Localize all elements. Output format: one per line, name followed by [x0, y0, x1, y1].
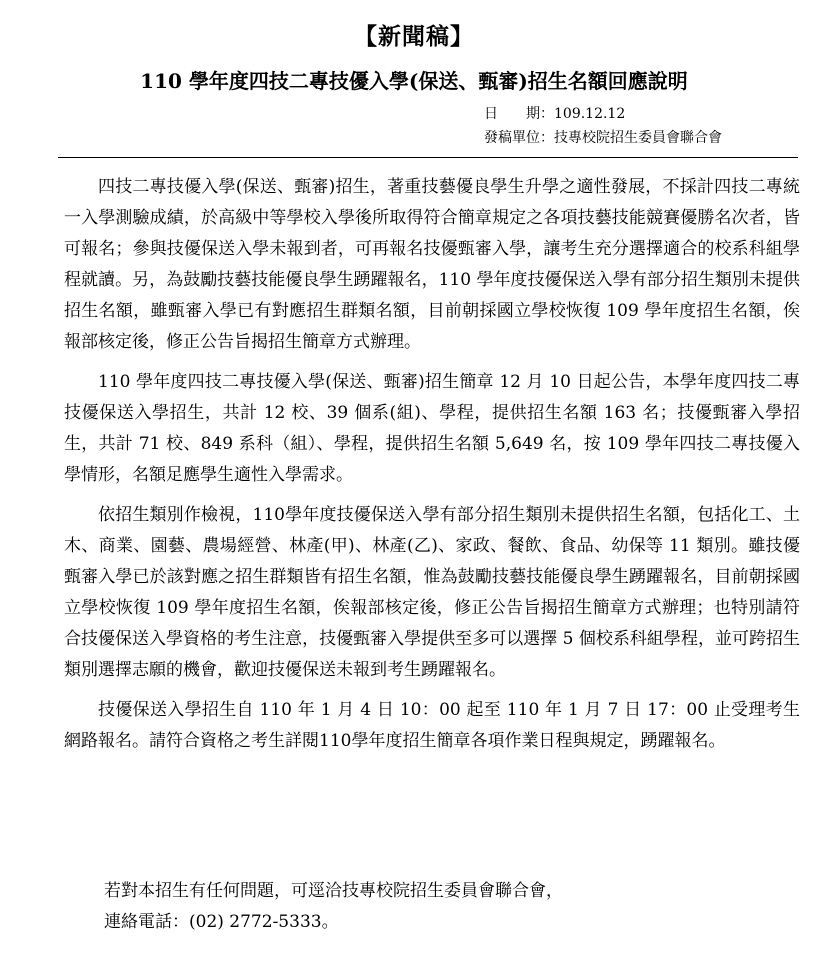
paragraph-overview: 四技二專技優入學(保送、甄審)招生，著重技藝優良學生升學之適性發展，不採計四技二專統一入學測驗成績，於高級中等學校入學後所取得符合簡章規定之各項技藝技能競賽優勝名次者，皆可報名；參與技優保送入學未報到者，可再報名技優甄審入學，讓考生充分選擇適合的校系科組學程就讀。另，為鼓勵技藝技能優良學生踴躍報名，110 學年度技優保送入學有部分招生類別未提供招生名額，雖甄審入學已有對應招生群類名額，目前朝採國立學校恢復 109 學年度招生名額，俟報部核定後，修正公告旨揭招生簡章方式辦理。	[64, 177, 800, 352]
article-body	[64, 172, 800, 766]
contact-line: 若對本招生有任何問題，可逕洽技專校院招生委員會聯合會，	[104, 881, 563, 901]
paragraph-category-review: 依招生類別作檢視，110學年度技優保送入學有部分招生類別未提供招生名額，包括化工、土木、商業、園藝、農場經營、林產(甲)、林產(乙)、家政、餐飲、食品、幼保等 11 類別。雖技優甄審入學已於該對應之招生群類皆有招生名額，惟為鼓勵技藝技能優良學生踴躍報名，目前朝採國立學校恢復 109 學年度招生名額，俟報部核定後，修正公告旨揭招生簡章方式辦理；也特別請符合技優保送入學資格的考生注意，技優甄審入學提供至多可以選擇 5 個校系科組學程，並可跨招生類別選擇志願的機會，歡迎技優保送未報到考生踴躍報名。	[64, 505, 800, 680]
issuing-unit-value: 技專校院招生委員會聯合會	[554, 130, 722, 146]
issuing-unit-label: 發稿單位：	[484, 130, 554, 146]
paragraph-registration-period: 技優保送入學招生自 110 年 1 月 4 日 10：00 起至 110 年 1 月 7 日 17：00 止受理考生網路報名。請符合資格之考生詳閱110學年度招生簡章各項作業日程與規定，踴躍報名。	[64, 700, 800, 751]
header-divider	[58, 157, 798, 158]
document-title: 110 學年度四技二專技優入學(保送、甄審)招生名額回應說明	[140, 69, 688, 93]
issuing-unit	[484, 128, 722, 148]
contact-phone: 連絡電話：(02) 2772-5333。	[104, 912, 339, 932]
document-label: 【新聞稿】	[354, 23, 474, 50]
release-date-value: 109.12.12	[554, 106, 626, 122]
paragraph-quota-figures: 110 學年度四技二專技優入學(保送、甄審)招生簡章 12 月 10 日起公告，本學年度四技二專技優保送入學招生，共計 12 校、39 個系(組)、學程，提供招生名額 163 名；技優甄審入學招生，共計 71 校、849 系科（組）、學程，提供招生名額 5,649 名，按 109 學年四技二專技優入學情形，名額足應學生適性入學需求。	[64, 372, 800, 485]
release-date	[484, 104, 625, 124]
contact-info	[104, 876, 563, 938]
release-date-label: 日 期：	[484, 106, 554, 122]
